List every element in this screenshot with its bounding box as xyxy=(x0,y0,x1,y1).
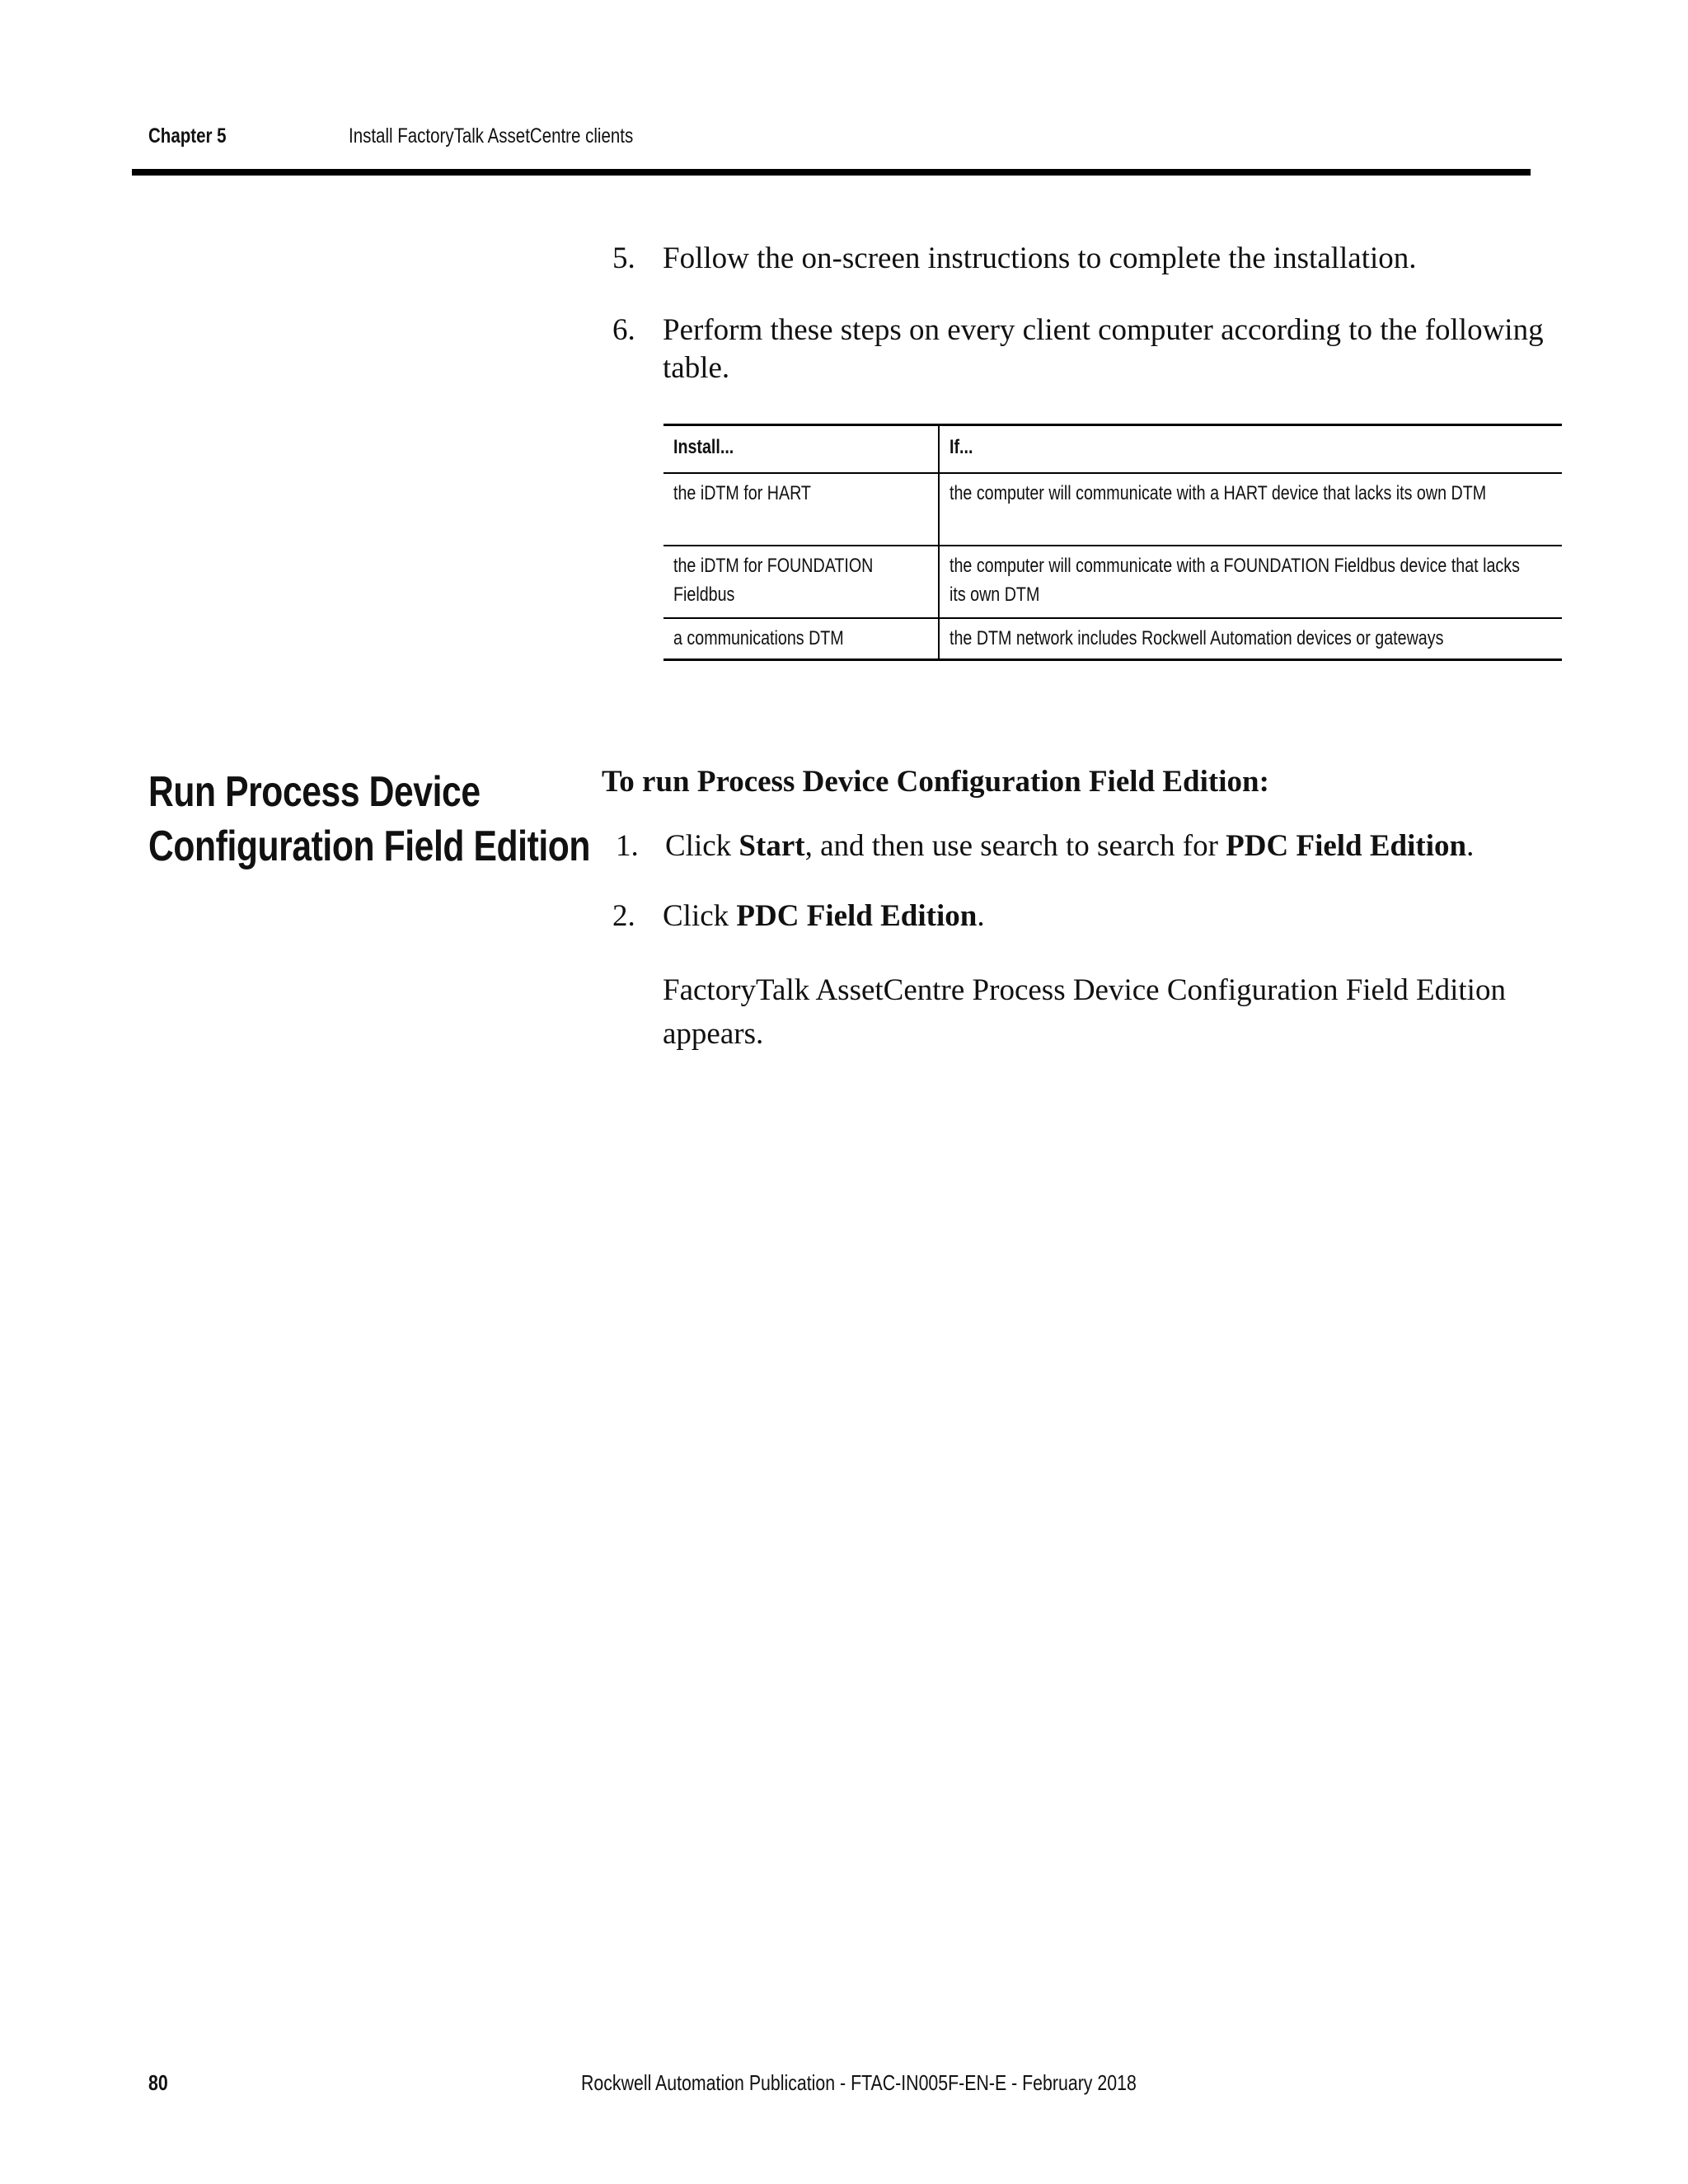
step-number: 6. xyxy=(612,313,635,347)
table-cell-if: the computer will communicate with a FOUNDATION Fieldbus device that lacks its own DTM xyxy=(939,546,1562,618)
bold-pdc-field-edition: PDC Field Edition xyxy=(736,899,978,933)
step-text-line-2: table. xyxy=(663,351,730,385)
section-heading xyxy=(148,765,591,874)
table-header-if: If... xyxy=(939,425,1562,474)
header-rule xyxy=(132,169,1531,176)
table-cell-install: a communications DTM xyxy=(663,618,939,660)
table-header-install: Install... xyxy=(663,425,939,474)
table-cell-install: the iDTM for FOUNDATION Fieldbus xyxy=(663,546,939,618)
step-number: 2. xyxy=(612,899,635,933)
section-heading-line-1: Run Process Device xyxy=(148,768,481,816)
result-line-1: FactoryTalk AssetCentre Process Device Configuration Field Edition xyxy=(663,973,1506,1007)
result-paragraph xyxy=(663,968,1506,1056)
table-row xyxy=(663,618,1562,660)
table-row xyxy=(663,473,1562,546)
step-text-line-1: Perform these steps on every client computer according to the following xyxy=(663,313,1544,347)
result-line-2: appears. xyxy=(663,1017,764,1051)
table-row xyxy=(663,546,1562,618)
step-number: 5. xyxy=(612,241,635,275)
procedure-title: To run Process Device Configuration Field Edition: xyxy=(602,765,1269,799)
step-text: Click PDC Field Edition. xyxy=(663,899,985,933)
install-table xyxy=(663,424,1562,661)
header-chapter: Chapter 5 xyxy=(148,124,227,148)
table-header-row xyxy=(663,425,1562,474)
publication-footer: Rockwell Automation Publication - FTAC-IN005F-EN-E - February 2018 xyxy=(581,2070,1137,2095)
header-chapter-title: Install FactoryTalk AssetCentre clients xyxy=(349,124,634,148)
section-heading-line-2: Configuration Field Edition xyxy=(148,823,591,870)
page-number: 80 xyxy=(148,2070,168,2095)
bold-start: Start xyxy=(738,829,805,863)
step-text: Follow the on-screen instructions to complete the installation. xyxy=(663,241,1417,275)
table-cell-install: the iDTM for HART xyxy=(663,473,939,546)
table-cell-if: the computer will communicate with a HART device that lacks its own DTM xyxy=(939,473,1562,546)
step-number: 1. xyxy=(616,829,639,863)
bold-pdc-field-edition: PDC Field Edition xyxy=(1226,829,1467,863)
step-text: Click Start, and then use search to search for PDC Field Edition. xyxy=(665,829,1475,863)
table-cell-if: the DTM network includes Rockwell Automation devices or gateways xyxy=(939,618,1562,660)
